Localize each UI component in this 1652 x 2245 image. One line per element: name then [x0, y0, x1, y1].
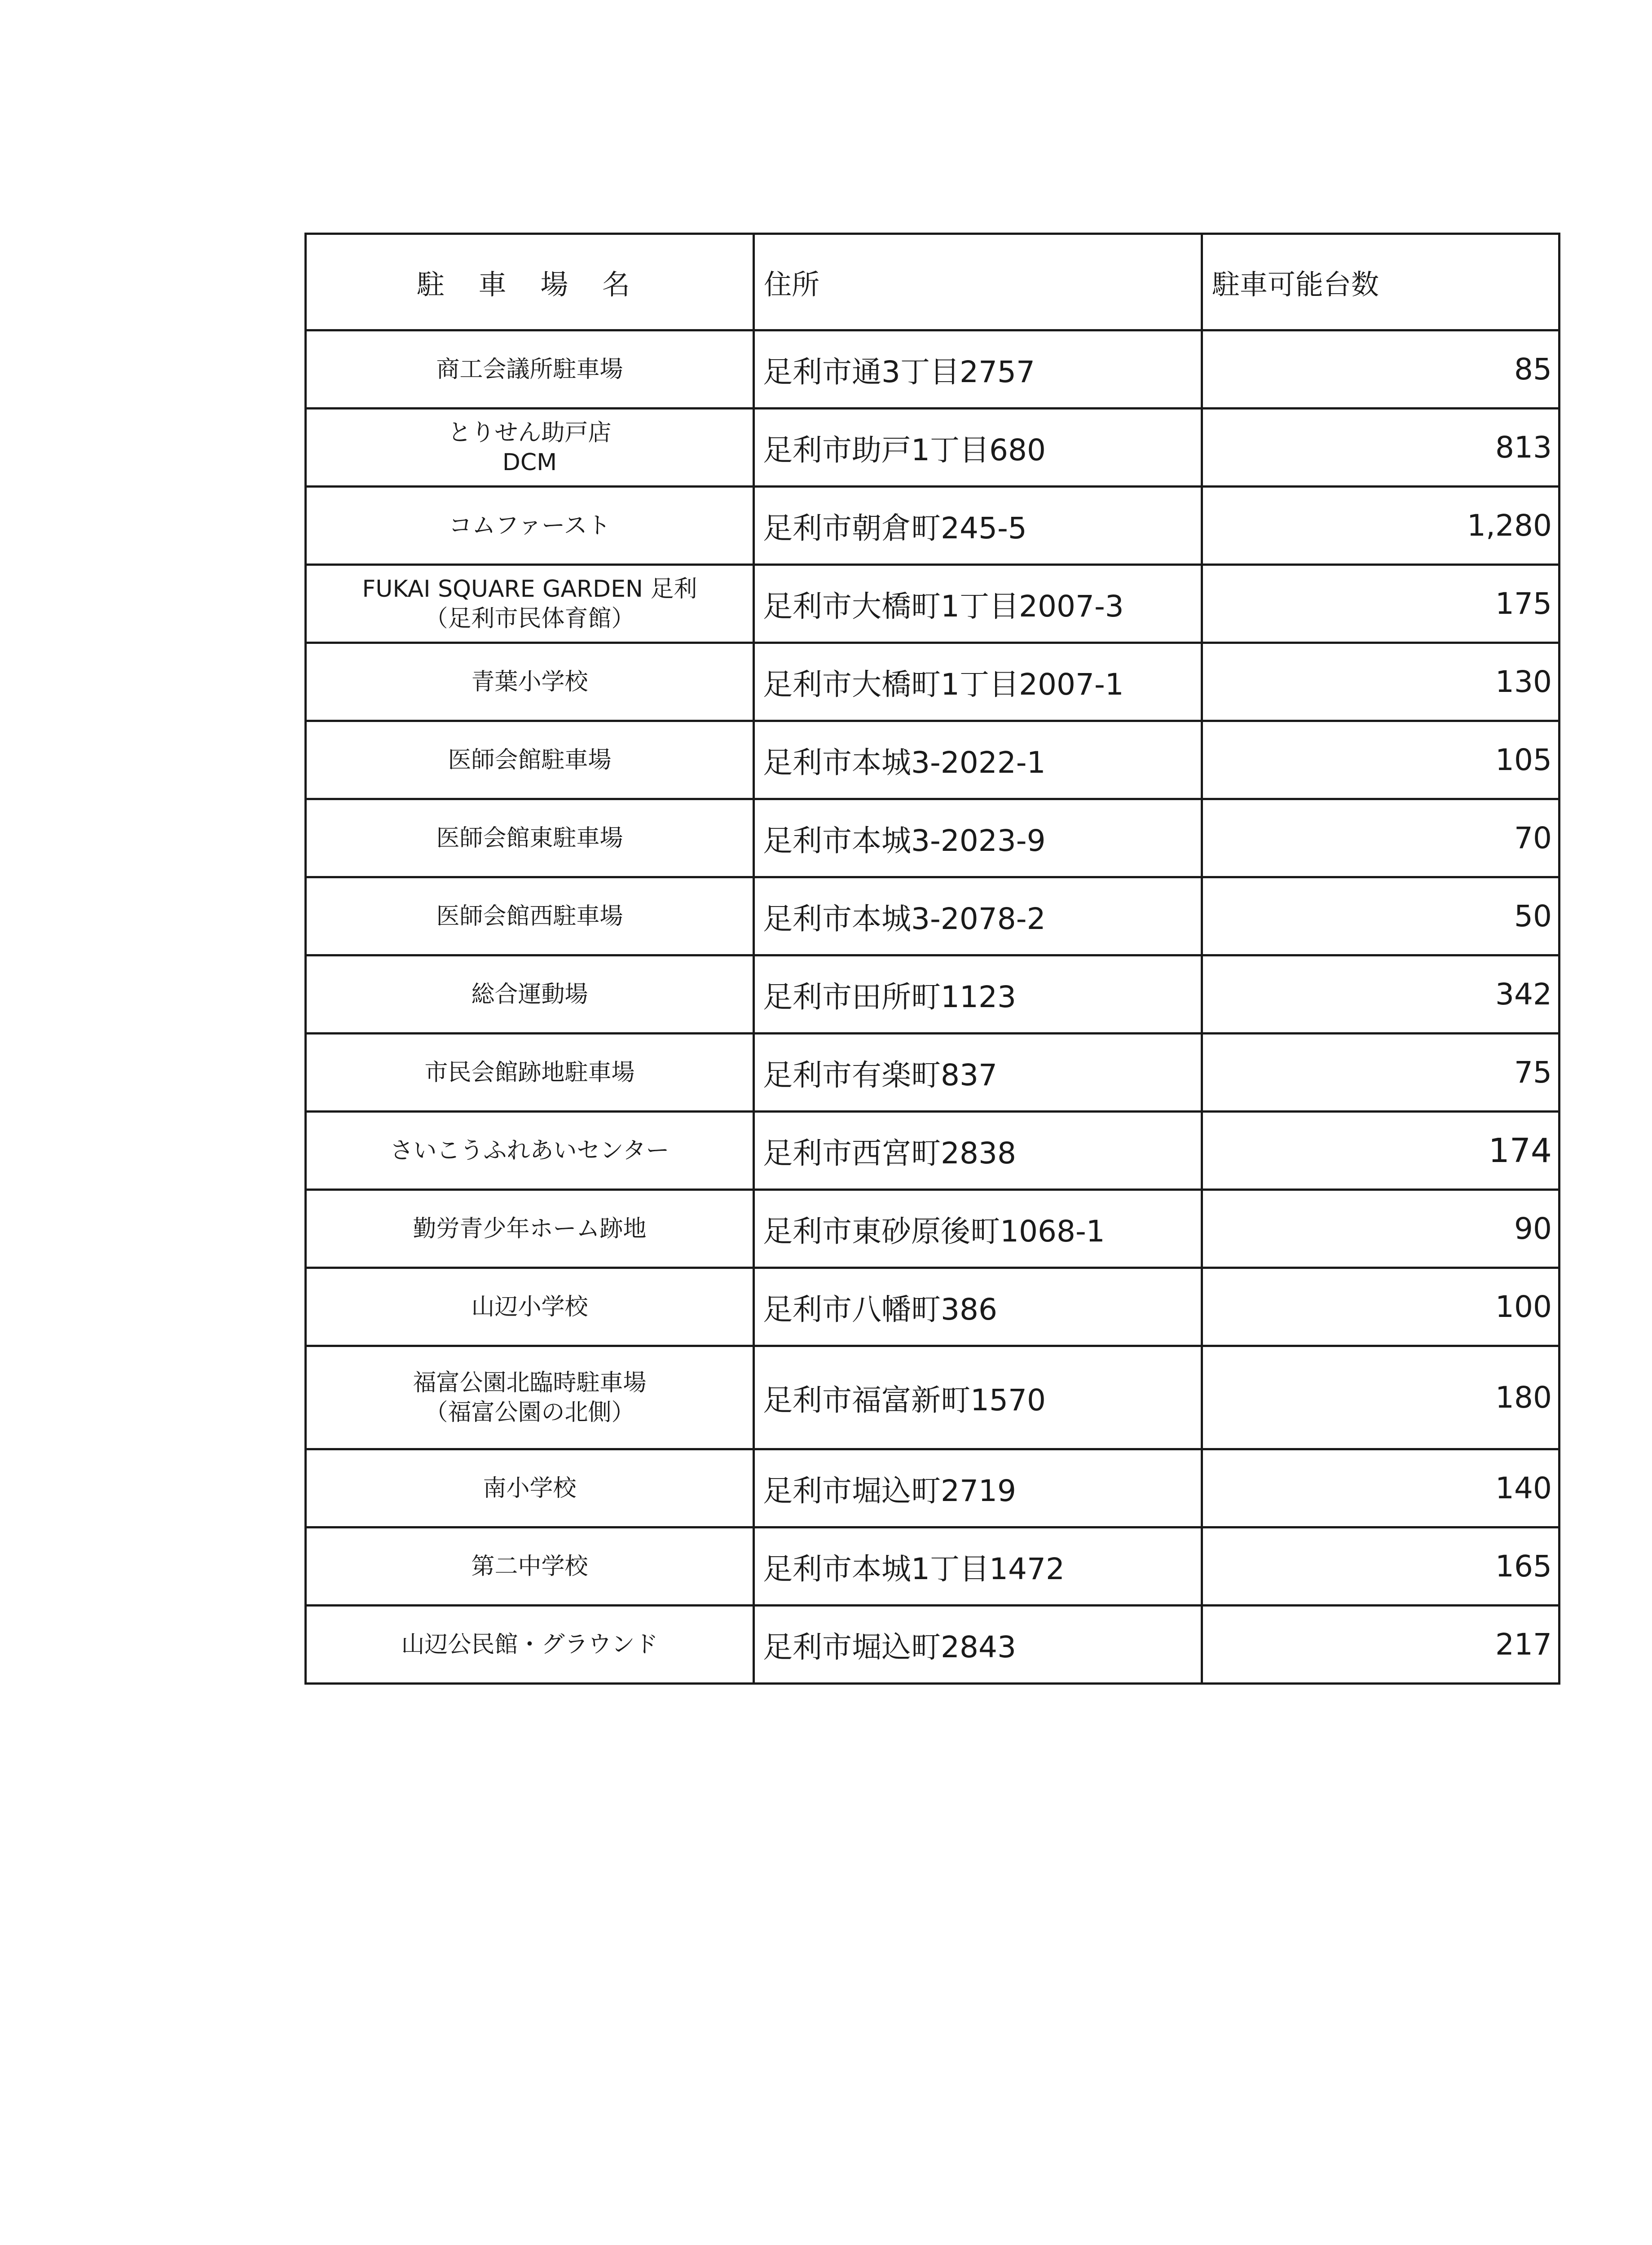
capacity-cell: 813 — [1202, 409, 1559, 487]
parking-name: FUKAI SQUARE GARDEN 足利 — [362, 575, 697, 603]
parking-name-cell — [306, 799, 754, 877]
table-row — [306, 877, 1559, 955]
table-row — [306, 1449, 1559, 1527]
parking-name: コムファースト — [449, 512, 611, 539]
parking-name-cell — [306, 409, 754, 487]
parking-name: 南小学校 — [483, 1475, 577, 1502]
parking-name: 勤労青少年ホーム跡地 — [413, 1215, 647, 1242]
address-cell: 足利市福富新町1570 — [754, 1346, 1202, 1449]
address-cell: 足利市通3丁目2757 — [754, 330, 1202, 409]
table-row — [306, 1346, 1559, 1449]
table-row — [306, 1190, 1559, 1268]
parking-lot-table — [304, 233, 1560, 1685]
table-row — [306, 565, 1559, 643]
header-capacity: 駐車可能台数 — [1202, 234, 1559, 330]
capacity-cell: 342 — [1202, 955, 1559, 1034]
table-row — [306, 1112, 1559, 1190]
parking-name: 青葉小学校 — [471, 668, 588, 696]
table-header-row — [306, 234, 1559, 330]
capacity-cell: 100 — [1202, 1268, 1559, 1346]
capacity-cell: 165 — [1202, 1527, 1559, 1606]
capacity-cell: 75 — [1202, 1034, 1559, 1112]
parking-name-sub: （福富公園の北側） — [424, 1399, 635, 1426]
parking-name-cell — [306, 721, 754, 799]
capacity-cell: 180 — [1202, 1346, 1559, 1449]
table-row — [306, 1268, 1559, 1346]
address-cell: 足利市堀込町2843 — [754, 1606, 1202, 1684]
table-row — [306, 1527, 1559, 1606]
capacity-cell: 130 — [1202, 643, 1559, 721]
header-parking-name: 駐 車 場 名 — [306, 234, 754, 330]
address-cell: 足利市東砂原後町1068-1 — [754, 1190, 1202, 1268]
table-row — [306, 1034, 1559, 1112]
table-row — [306, 1606, 1559, 1684]
parking-name: 総合運動場 — [471, 981, 588, 1008]
parking-name-cell — [306, 1190, 754, 1268]
parking-name: 商工会議所駐車場 — [436, 356, 623, 383]
parking-name: 第二中学校 — [471, 1553, 588, 1580]
parking-name: 医師会館駐車場 — [448, 746, 612, 774]
address-cell: 足利市朝倉町245-5 — [754, 487, 1202, 565]
table-row — [306, 643, 1559, 721]
address-cell: 足利市堀込町2719 — [754, 1449, 1202, 1527]
parking-name: 市民会館跡地駐車場 — [424, 1059, 635, 1086]
parking-name: とりせん助戸店 — [448, 419, 612, 446]
parking-name-cell — [306, 643, 754, 721]
parking-name: 山辺公民館・グラウンド — [401, 1631, 658, 1658]
parking-name: 山辺小学校 — [471, 1293, 588, 1321]
table-row — [306, 487, 1559, 565]
capacity-cell: 70 — [1202, 799, 1559, 877]
table-row — [306, 409, 1559, 487]
parking-name-sub: DCM — [502, 449, 557, 476]
capacity-cell: 1,280 — [1202, 487, 1559, 565]
capacity-cell: 90 — [1202, 1190, 1559, 1268]
header-address: 住所 — [754, 234, 1202, 330]
parking-name-cell — [306, 1112, 754, 1190]
capacity-cell: 175 — [1202, 565, 1559, 643]
capacity-cell: 85 — [1202, 330, 1559, 409]
parking-name-cell — [306, 1606, 754, 1684]
parking-name-cell — [306, 1346, 754, 1449]
address-cell: 足利市助戸1丁目680 — [754, 409, 1202, 487]
table-row — [306, 330, 1559, 409]
address-cell: 足利市有楽町837 — [754, 1034, 1202, 1112]
parking-name-cell — [306, 1268, 754, 1346]
address-cell: 足利市大橋町1丁目2007-1 — [754, 643, 1202, 721]
table-row — [306, 799, 1559, 877]
parking-name-cell — [306, 955, 754, 1034]
capacity-cell: 174 — [1202, 1112, 1559, 1190]
parking-name: さいこうふれあいセンター — [390, 1137, 670, 1164]
address-cell: 足利市本城1丁目1472 — [754, 1527, 1202, 1606]
capacity-cell: 105 — [1202, 721, 1559, 799]
parking-name: 医師会館東駐車場 — [436, 824, 623, 852]
parking-name: 医師会館西駐車場 — [436, 902, 623, 930]
parking-name-cell — [306, 1527, 754, 1606]
parking-name: 福富公園北臨時駐車場 — [413, 1369, 647, 1396]
capacity-cell: 217 — [1202, 1606, 1559, 1684]
parking-name-cell — [306, 877, 754, 955]
address-cell: 足利市西宮町2838 — [754, 1112, 1202, 1190]
parking-name-cell — [306, 565, 754, 643]
table-row — [306, 955, 1559, 1034]
parking-name-sub: （足利市民体育館） — [424, 605, 635, 632]
parking-name-cell — [306, 1034, 754, 1112]
parking-name-cell — [306, 487, 754, 565]
capacity-cell: 140 — [1202, 1449, 1559, 1527]
address-cell: 足利市本城3-2022-1 — [754, 721, 1202, 799]
capacity-cell: 50 — [1202, 877, 1559, 955]
address-cell: 足利市大橋町1丁目2007-3 — [754, 565, 1202, 643]
address-cell: 足利市本城3-2023-9 — [754, 799, 1202, 877]
address-cell: 足利市本城3-2078-2 — [754, 877, 1202, 955]
table-row — [306, 721, 1559, 799]
address-cell: 足利市田所町1123 — [754, 955, 1202, 1034]
parking-name-cell — [306, 1449, 754, 1527]
address-cell: 足利市八幡町386 — [754, 1268, 1202, 1346]
parking-name-cell — [306, 330, 754, 409]
